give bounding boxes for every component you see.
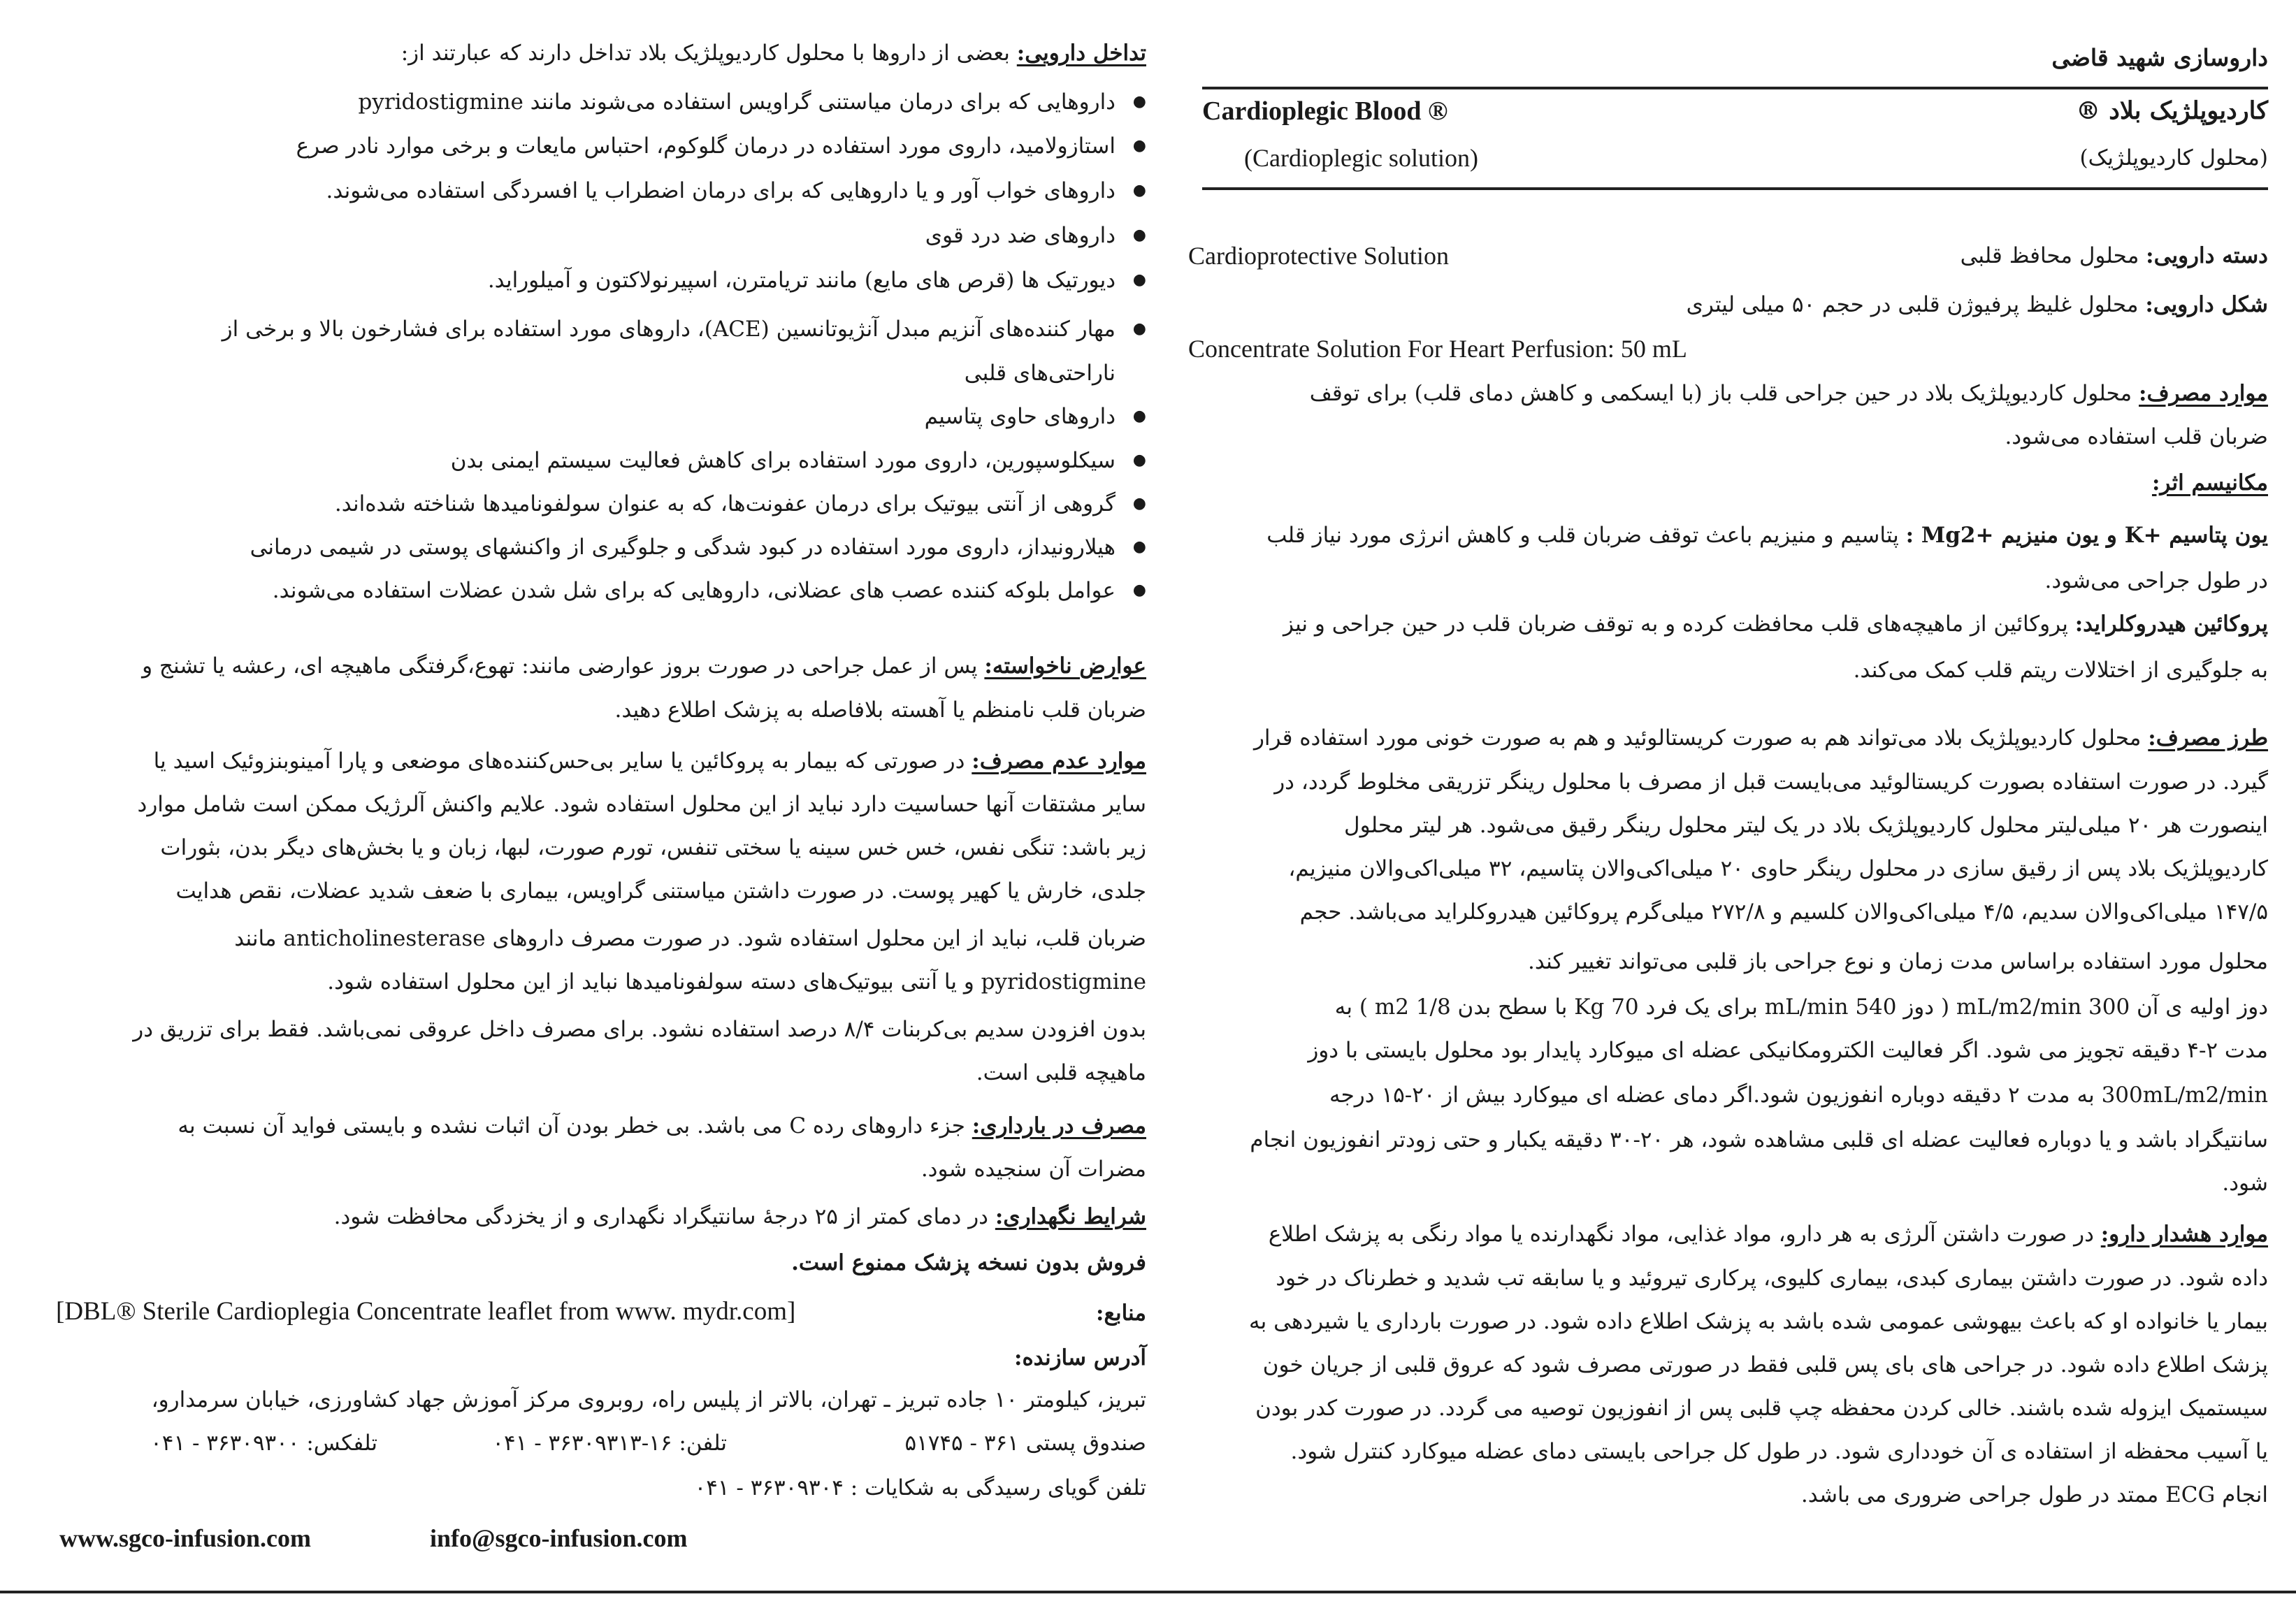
interaction-item: ● داروهای ضد درد قوی	[925, 214, 1146, 257]
sources-label: منابع:	[1096, 1301, 1146, 1326]
dose-line-3: 300mL/m2/min به مدت ۲ دقیقه دوباره انفوزیون شود.اگر دمای عضله ای میوکارد بیش از ۲۰-۱۵ درجه	[1329, 1083, 2268, 1108]
page-bottom-rule	[0, 1591, 2296, 1593]
phone-number: تلفن: ۱۶-۳۶۳۰۹۳۱۳ - ۰۴۱	[492, 1431, 727, 1456]
form-en: Concentrate Solution For Heart Perfusion: 50 mL	[1188, 335, 1687, 363]
contraindications-line-7: بدون افزودن سدیم بی‌کربنات ۸/۴ درصد استفاده نشود. برای مصرف داخل عروقی نمی‌باشد. فقط برای تزریق در	[133, 1017, 1146, 1042]
interaction-item: ● داروهای حاوی پتاسیم	[925, 395, 1146, 438]
usage-line-2: ضربان قلب استفاده می‌شود.	[2005, 424, 2268, 449]
interaction-item-continuation: ناراحتی‌های قلبی	[964, 361, 1115, 386]
warning-line-2: داده شود. در صورت داشتن بیماری کبدی، بیماری کلیوی، پرکاری تیروئید و یا سابقه تب شدید و خطرناک در خود	[1276, 1266, 2268, 1291]
contraindications-line-8: ماهیچه قلبی است.	[976, 1060, 1146, 1085]
category-row: دسته دارویی: محلول محافظ قلبی	[1960, 243, 2268, 268]
complaints-phone: تلفن گویای رسیدگی به شکایات : ۳۶۳۰۹۳۰۴ - ۰۴۱	[694, 1475, 1146, 1500]
interaction-item: ● مهار کننده‌های آنزیم مبدل آنژیوتانسین (ACE)، داروهای مورد استفاده برای فشارخون بالا و برخی از	[222, 308, 1146, 351]
contraindications-line-2: سایر مشتقات آنها حساسیت دارد نباید از این محلول استفاده شود. علایم واکنش آلرژیک ممکن است شامل موارد	[137, 792, 1146, 817]
admin-line-2: گیرد. در صورت استفاده بصورت کریستالوئید می‌بایست قبل از مصرف با محلول رینگر تزریقی مخلوط گردد، در	[1274, 769, 2268, 795]
contraindications-line-3: زیر باشد: تنگی نفس، خس خس سینه یا سختی تنفس، تورم صورت، لبها، زبان و یا بخش‌های دیگر بدن، بثورات	[160, 835, 1146, 860]
admin-line-3: اینصورت هر ۲۰ میلی‌لیتر محلول کاردیوپلژیک بلاد در یک لیتر محلول رینگر رقیق می‌شود. هر لیتر محلول	[1344, 813, 2268, 838]
contraindications-line-1: موارد عدم مصرف: در صورتی که بیمار به پروکائین یا سایر بی‌حس‌کننده‌های موضعی و پارا آمینوبنزوئیک اسید یا	[153, 748, 1146, 774]
interaction-item: ● گروهی از آنتی بیوتیک برای درمان عفونت‌ها، که به عنوان سولفونامیدها شناخته شده‌اند.	[335, 482, 1146, 526]
dose-line-1: دوز اولیه ی آن 300 mL/m2/min ( دوز 540 mL/min برای یک فرد 70 Kg با سطح بدن 1/8 m2 ) به	[1334, 994, 2268, 1020]
warning-line-7: انجام ECG ممتد در طول جراحی ضروری می باشد.	[1800, 1482, 2268, 1507]
contraindications-line-6: pyridostigmine و یا آنتی بیوتیک‌های دسته سولفونامیدها نباید از این محلول استفاده شود.	[327, 969, 1146, 994]
contraindications-line-4: جلدی، خارش یا کهیر پوست. در صورت داشتن میاستنی گراویس، بیماری با ضعف شدید عضلات، نقص هدایت	[175, 878, 1146, 904]
warning-line-6: یا آسیب محفظه از استفاده ی آن خودداری شود. در طول کل جراحی بایستی دمای عضله میوکارد کنترل شود.	[1290, 1439, 2268, 1464]
warning-line-3: بیمار یا خانواده او که باعث بیهوشی عمومی شده باشد به پزشک اطلاع داده شود. در صورت بارداری یا شیردهی به	[1249, 1309, 2268, 1334]
header-rule-bottom	[1202, 187, 2268, 190]
ions-line-2: در طول جراحی می‌شود.	[2044, 568, 2268, 593]
usage-line-1: موارد مصرف: محلول کاردیوپلژیک بلاد در حین جراحی قلب باز (با ایسکمی و کاهش دمای قلب) برای توقف	[1309, 381, 2268, 406]
product-title-fa: کاردیوپلژیک بلاد ®	[2076, 96, 2268, 125]
warning-line-4: پزشک اطلاع داده شود. در جراحی های بای پس قلبی فقط در صورتی مصرف شود که عروق قلبی از جریان خون	[1262, 1352, 2268, 1377]
product-subtitle-fa: (محلول کاردیوپلژیک)	[2079, 145, 2268, 171]
website-link[interactable]: www.sgco-infusion.com	[59, 1524, 312, 1552]
prescription-note: فروش بدون نسخه پزشک ممنوع است.	[791, 1250, 1146, 1275]
postal-box: صندوق پستی ۳۶۱ - ۵۱۷۴۵	[904, 1431, 1146, 1456]
interaction-item: ● داروهایی که برای درمان میاستنی گراویس استفاده می‌شوند مانند pyridostigmine	[358, 80, 1146, 124]
category-en: Cardioprotective Solution	[1188, 242, 1449, 270]
interaction-item: ● دیورتیک ها (قرص های مایع) مانند تریامترن، اسپیرنولاکتون و آمیلوراید.	[488, 259, 1146, 302]
sources-value: [DBL® Sterile Cardioplegia Concentrate leaflet from www. mydr.com]	[56, 1297, 796, 1326]
pregnancy-line-2: مضرات آن سنجیده شود.	[920, 1157, 1146, 1182]
admin-line-5: ۱۴۷/۵ میلی‌اکی‌والان سدیم، ۴/۵ میلی‌اکی‌والان کلسیم و ۲۷۲/۸ میلی‌گرم پروکائین هیدروکلراید می‌باشد. حجم	[1299, 899, 2268, 925]
form-row: شکل دارویی: محلول غلیظ پرفیوژن قلبی در حجم ۵۰ میلی لیتری	[1686, 292, 2268, 317]
company-name: داروسازی شهید قاضی	[2051, 44, 2268, 71]
interaction-item: ● عوامل بلوکه کننده عصب های عضلانی، داروهایی که برای شل شدن عضلات استفاده می‌شوند.	[273, 569, 1146, 612]
dose-line-4: سانتیگراد باشد و یا دوباره فعالیت عضله ای قلبی مشاهده شود، هر ۲۰-۳۰ دقیقه یکبار و حتی زودتر انفوزیون انجام	[1250, 1127, 2268, 1152]
dose-line-5: شود.	[2222, 1171, 2268, 1196]
interaction-item: ● داروهای خواب آور و یا داروهایی که برای درمان اضطراب یا افسردگی استفاده می‌شوند.	[326, 169, 1146, 212]
product-title-en: Cardioplegic Blood ®	[1202, 96, 1448, 126]
interaction-item: ● هیلارونیداز، داروی مورد استفاده در کبود شدگی و جلوگیری از واکنشهای پوستی در شیمی درمانی	[250, 526, 1146, 569]
right-column	[1188, 0, 2268, 1599]
mechanism-heading: مکانیسم اثر:	[2151, 470, 2268, 495]
warning-line-5: سیستمیک ایزوله شده باشند. خالی کردن محفظه چپ قلبی پس از انفوزیون توصیه می گردد. در صورت کدر بودن	[1255, 1396, 2268, 1421]
procaine-line-1: پروکائین هیدروکلراید: پروکائین از ماهیچه‌های قلب محافظت کرده و به توقف ضربان قلب در حین جراحی و نیز	[1283, 612, 2268, 637]
admin-line-1: طرز مصرف: محلول کاردیوپلژیک بلاد می‌تواند هم به صورت کریستالوئید و هم به صورت خونی مورد استفاده قرار	[1253, 725, 2268, 751]
fax-number: تلفکس: ۳۶۳۰۹۳۰۰ - ۰۴۱	[150, 1431, 377, 1456]
ions-line-1: یون پتاسیم +K و یون منیزیم +Mg2 : پتاسیم و منیزیم باعث توقف ضربان قلب و کاهش انرژی مورد نیاز قلب	[1266, 523, 2268, 548]
product-subtitle-en: (Cardioplegic solution)	[1244, 144, 1478, 172]
side-effects-line-1: عوارض ناخواسته: پس از عمل جراحی در صورت بروز عوارضی مانند: تهوع،گرفتگی ماهیچه ای، رعشه یا تشنج و	[142, 653, 1146, 679]
email-link[interactable]: info@sgco-infusion.com	[430, 1524, 688, 1552]
manufacturer-address-label: آدرس سازنده:	[1014, 1345, 1146, 1370]
contraindications-line-5: ضربان قلب، نباید از این محلول استفاده شود. در صورت مصرف داروهای anticholinesterase مانند	[234, 926, 1146, 951]
interaction-item: ● استازولامید، داروی مورد استفاده در درمان گلوکوم، احتباس مایعات و برخی موارد نادر صرع	[296, 124, 1146, 168]
dose-line-2: مدت ۲-۴ دقیقه تجویز می شود. اگر فعالیت الکترومکانیکی عضله ای میوکارد پایدار بود محلول بایستی با دوز	[1308, 1038, 2268, 1063]
procaine-line-2: به جلوگیری از اختلالات ریتم قلب کمک می‌کند.	[1853, 658, 2268, 683]
interaction-item: ● سیکلوسپورین، داروی مورد استفاده برای کاهش فعالیت سیستم ایمنی بدن	[451, 439, 1146, 482]
side-effects-line-2: ضربان قلب نامنظم یا آهسته بلافاصله به پزشک اطلاع دهید.	[614, 697, 1146, 723]
left-column	[56, 0, 1146, 1599]
storage-line: شرایط نگهداری: در دمای کمتر از ۲۵ درجهٔ سانتیگراد نگهداری و از یخزدگی محافظت شود.	[333, 1204, 1146, 1229]
manufacturer-address: تبریز، کیلومتر ۱۰ جاده تبریز ـ تهران، بالاتر از پلیس راه، روبروی مرکز آموزش جهاد کشاورزی، خیابان سرمدارو،	[151, 1387, 1146, 1412]
admin-line-6: محلول مورد استفاده براساس مدت زمان و نوع جراحی باز قلبی می‌تواند تغییر کند.	[1527, 949, 2268, 974]
warning-line-1: موارد هشدار دارو: در صورت داشتن آلرژی به هر دارو، مواد غذایی، مواد نگهدارنده یا مواد رنگی به پزشک اطلاع	[1268, 1222, 2268, 1247]
admin-line-4: کاردیوپلژیک بلاد پس از رقیق سازی در محلول رینگر حاوی ۲۰ میلی‌اکی‌والان پتاسیم، ۳۲ میلی‌اکی‌والان منیزیم،	[1288, 856, 2268, 881]
interactions-intro: تداخل دارویی: بعضی از داروها با محلول کاردیوپلژیک بلاد تداخل دارند که عبارتند از:	[400, 41, 1146, 66]
pregnancy-line-1: مصرف در بارداری: جزء داروهای رده C می باشد. بی خطر بودن آن اثبات نشده و بایستی فواید آن نسبت به	[178, 1113, 1146, 1138]
